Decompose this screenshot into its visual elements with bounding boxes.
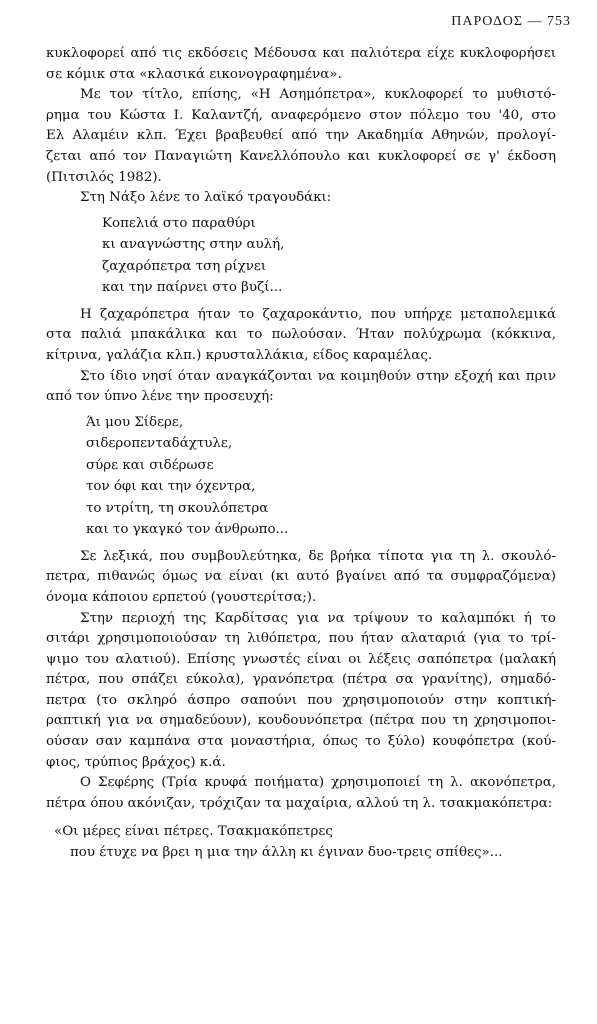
seferis-quote: [46, 822, 556, 863]
text-line: πετρα (το σκληρό άσπρο σαπούνι που χρησιμοποιούν στην κοπτική-: [46, 692, 556, 708]
verse-line: το ντρίτη, τη σκουλόπετρα: [86, 500, 269, 516]
text-line: (Πιτσιλός 1982).: [46, 169, 162, 185]
verse-line: Κοπελιά στο παραθύρι: [102, 215, 256, 231]
verse-line: και το γκαγκό τον άνθρωπο...: [86, 522, 289, 538]
text-line: κυκλοφορεί από τις εκδόσεις Μέδουσα και παλιότερα είχε κυκλοφορήσει: [46, 46, 556, 61]
paragraph: [46, 609, 556, 774]
verse-line: ζαχαρόπετρα τση ρίχνει: [102, 258, 267, 274]
text-line: Με τον τίτλο, επίσης, «Η Ασημόπετρα», κυκλοφορεί το μυθιστό-: [80, 87, 556, 103]
paragraph: [46, 188, 556, 209]
text-line: Ελ Αλαμέιν κλπ. Έχει βραβευθεί από την Ακαδημία Αθηνών, προλογί-: [46, 128, 556, 144]
paragraph: [46, 367, 556, 408]
text-line: σε κόμικ στα «κλασικά εικονογραφημένα».: [46, 66, 342, 82]
text-line: κίτρινα, γαλάζια κλπ.) κρυσταλλάκια, είδος καραμέλας.: [46, 347, 433, 363]
paragraph: [46, 547, 556, 609]
text-line: ζεται από τον Παναγιώτη Κανελλόπουλο και κυκλοφορεί σε γ' έκδοση: [46, 148, 556, 164]
paragraph-continuation: [46, 44, 556, 85]
text-line: Στο ίδιο νησί όταν αναγκάζονται να κοιμηθούν στην εξοχή και πριν: [80, 368, 556, 384]
text-line: όνομα κάποιου ερπετού (γουστερίτσα;).: [46, 589, 317, 605]
text-line: από τον ύπνο λένε την προσευχή:: [46, 389, 274, 405]
text-line: φιος, τρύπιος βράχος) κ.ά.: [46, 754, 226, 770]
verse-line: σιδεροπενταδάχτυλε,: [86, 436, 233, 452]
text-line: πέτρα, που σπάζει εύκολα), γρανόπετρα (πέτρα σα γρανίτης), σημαδό-: [46, 672, 556, 688]
verse-line: Άι μου Σίδερε,: [86, 414, 184, 430]
verse-line: σύρε και σιδέρωσε: [86, 457, 214, 473]
text-line: Σε λεξικά, που συμβουλεύτηκα, δε βρήκα τίποτα για τη λ. σκουλό-: [80, 548, 556, 564]
prayer-verse-block: [86, 412, 556, 541]
text-line: ούσαν σαν καμπάνα στα μοναστήρια, όπως το ξύλο) κουφόπετρα (κού-: [46, 734, 556, 750]
verse-line: κι αναγνώστης στην αυλή,: [102, 237, 285, 253]
text-line: Η ζαχαρόπετρα ήταν το ζαχαροκάντιο, που υπήρχε μεταπολεμικά: [80, 306, 556, 322]
text-line: πετρα, πιθανώς όμως να είναι (κι αυτό βγαίνει από τα συμφραζόμενα): [46, 569, 556, 585]
verse-block: [102, 213, 556, 299]
text-line: πέτρα όπου ακόνιζαν, τρόχιζαν τα μαχαίρια, αλλού τη λ. τσακμακόπετρα:: [46, 795, 553, 811]
text-line: Στη Νάξο λένε το λαϊκό τραγουδάκι:: [80, 190, 332, 206]
text-line: στα παλιά μπακάλικα και το πωλούσαν. Ήταν πολύχρωμα (κόκκινα,: [46, 327, 556, 343]
paragraph: [46, 305, 556, 367]
quote-line: που έτυχε να βρει η μια την άλλη κι έγιναν δυο-τρεις σπίθες»...: [70, 845, 503, 861]
text-line: ραπτική για να σημαδεύουν), κουδουνόπετρα (πέτρα που τη χρησιμοποι-: [46, 713, 556, 729]
quote-line: «Οι μέρες είναι πέτρες. Τσακμακόπετρες: [54, 824, 333, 840]
paragraph: [46, 85, 556, 188]
text-line: ρημα του Κώστα Ι. Καλαντζή, αναφερόμενο στον πόλεμο του '40, στο: [46, 107, 556, 123]
text-line: σιτάρι χρησιμοποιούσαν τη λιθόπετρα, που ήταν αλαταριά (για το τρί-: [46, 631, 556, 647]
verse-line: τον όφι και την όχεντρα,: [86, 479, 256, 495]
text-line: Ο Σεφέρης (Τρία κρυφά ποιήματα) χρησιμοποιεί τη λ. ακονόπετρα,: [80, 775, 556, 791]
paragraph: [46, 773, 556, 814]
text-line: Στην περιοχή της Καρδίτσας για να τρίψουν το καλαμπόκι ή το: [80, 610, 556, 626]
text-line: ψιμο του αλατιού). Επίσης γνωστές είναι οι λέξεις σαπόπετρα (μαλακή: [46, 651, 556, 667]
running-header: ΠΑΡΟΔΟΣ — 753: [451, 14, 571, 29]
page-body: [46, 44, 556, 864]
verse-line: και την παίρνει στο βυζί...: [102, 280, 283, 296]
